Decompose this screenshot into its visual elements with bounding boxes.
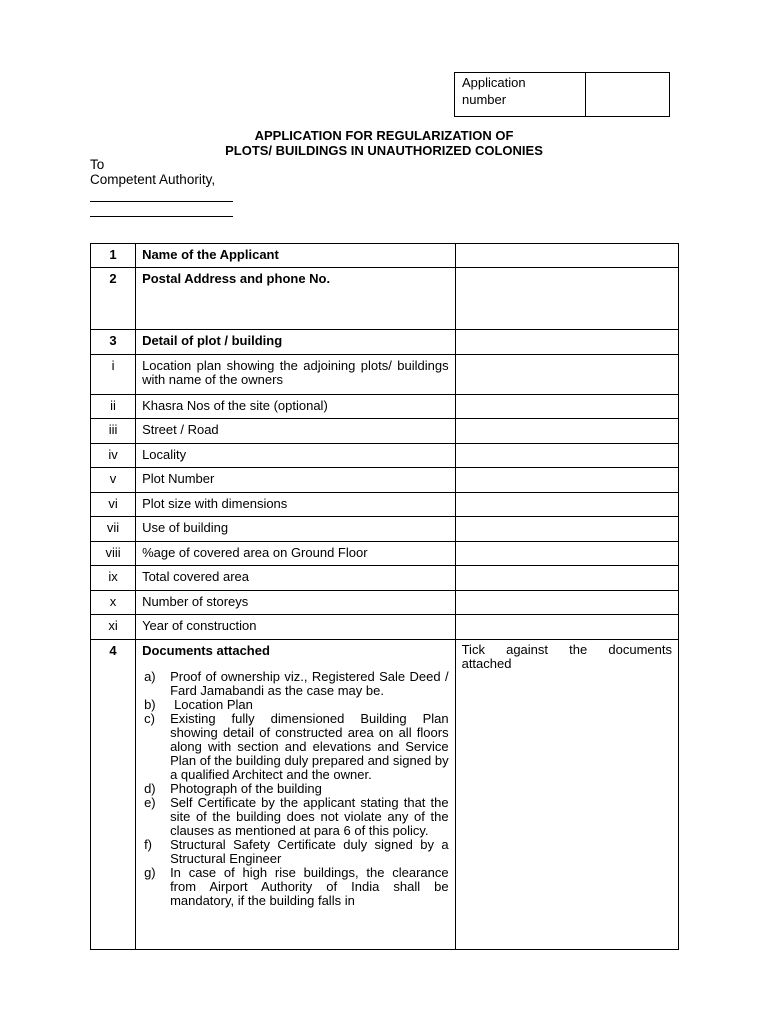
postal-address-field[interactable] [455, 268, 678, 330]
document-item: g) In case of high rise buildings, the clearance from Airport Authority of India shall be mandatory, if the building falls in [144, 865, 449, 908]
row-number: vi [91, 493, 136, 517]
total-covered-area-field[interactable] [455, 566, 678, 591]
form-row-locality [91, 444, 679, 468]
row-number: vii [91, 517, 136, 542]
form-row-documents [91, 640, 679, 950]
row-label: %age of covered area on Ground Floor [136, 542, 456, 566]
form-row-ground-coverage [91, 542, 679, 566]
storeys-field[interactable] [455, 591, 678, 615]
row-number: iv [91, 444, 136, 468]
form-row-storeys [91, 591, 679, 615]
document-item: d) Photograph of the building [144, 781, 322, 796]
khasra-field[interactable] [455, 395, 678, 419]
row-label: Plot Number [136, 468, 456, 493]
row-label: Use of building [136, 517, 456, 542]
address-blank-line-1[interactable] [90, 187, 233, 202]
application-number-box [454, 72, 670, 117]
row-number: 3 [91, 330, 136, 355]
location-plan-field[interactable] [455, 355, 678, 395]
form-row-plot-number [91, 468, 679, 493]
document-item: c) Existing fully dimensioned Building Plan showing detail of constructed area on all floors along with section and elevations and Service Plan of the building duly prepared and signed by a qualified Architect and the owner. [144, 711, 449, 782]
row-number: x [91, 591, 136, 615]
row-number: 1 [91, 244, 136, 268]
form-title-line2: PLOTS/ BUILDINGS IN UNAUTHORIZED COLONIES [225, 143, 543, 158]
form-row-building-use [91, 517, 679, 542]
row-label: Year of construction [136, 615, 456, 640]
row-label: Detail of plot / building [136, 330, 456, 355]
building-use-field[interactable] [455, 517, 678, 542]
form-row-street [91, 419, 679, 444]
address-blank-line-2[interactable] [90, 202, 233, 217]
form-row-plot-size [91, 493, 679, 517]
form-row-construction-year [91, 615, 679, 640]
row-number: viii [91, 542, 136, 566]
row-label: Location plan showing the adjoining plots/ buildings with name of the owners [136, 355, 456, 395]
address-to: To [90, 157, 105, 172]
document-item: b) Location Plan [144, 697, 253, 712]
row-label: Postal Address and phone No. [136, 268, 456, 330]
documents-tick-cell[interactable]: Tick against the documents attached [455, 640, 678, 950]
form-row-plot-detail [91, 330, 679, 355]
documents-heading: Documents attached [142, 643, 270, 658]
applicant-name-field[interactable] [455, 244, 678, 268]
documents-cell [136, 640, 456, 950]
row-label: Khasra Nos of the site (optional) [136, 395, 456, 419]
row-label: Plot size with dimensions [136, 493, 456, 517]
form-row-applicant-name [91, 244, 679, 268]
row-number: ix [91, 566, 136, 591]
row-number: i [91, 355, 136, 395]
form-row-total-covered-area [91, 566, 679, 591]
form-row-location-plan [91, 355, 679, 395]
address-authority: Competent Authority, [90, 172, 216, 187]
address-block [90, 157, 233, 217]
form-title-line1: APPLICATION FOR REGULARIZATION OF [254, 128, 514, 143]
row-number: xi [91, 615, 136, 640]
application-number-field[interactable] [586, 73, 669, 116]
street-field[interactable] [455, 419, 678, 444]
documents-list [142, 670, 449, 908]
row-number: 2 [91, 268, 136, 330]
row-number: 4 [91, 640, 136, 950]
form-row-postal-address [91, 268, 679, 330]
row-number: v [91, 468, 136, 493]
row-number: ii [91, 395, 136, 419]
plot-number-field[interactable] [455, 468, 678, 493]
row-label: Total covered area [136, 566, 456, 591]
row-label: Name of the Applicant [136, 244, 456, 268]
application-form-table [90, 243, 679, 950]
form-row-khasra [91, 395, 679, 419]
document-item: e) Self Certificate by the applicant stating that the site of the building does not violate any of the clauses as mentioned at para 6 of this policy. [144, 795, 449, 838]
plot-detail-field[interactable] [455, 330, 678, 355]
locality-field[interactable] [455, 444, 678, 468]
row-label: Street / Road [136, 419, 456, 444]
ground-coverage-field[interactable] [455, 542, 678, 566]
construction-year-field[interactable] [455, 615, 678, 640]
application-number-label: Application number [455, 73, 586, 116]
row-number: iii [91, 419, 136, 444]
row-label: Locality [136, 444, 456, 468]
plot-size-field[interactable] [455, 493, 678, 517]
document-item: a) Proof of ownership viz., Registered Sale Deed / Fard Jamabandi as the case may be. [144, 669, 449, 698]
row-label: Number of storeys [136, 591, 456, 615]
document-item: f) Structural Safety Certificate duly signed by a Structural Engineer [144, 837, 449, 866]
